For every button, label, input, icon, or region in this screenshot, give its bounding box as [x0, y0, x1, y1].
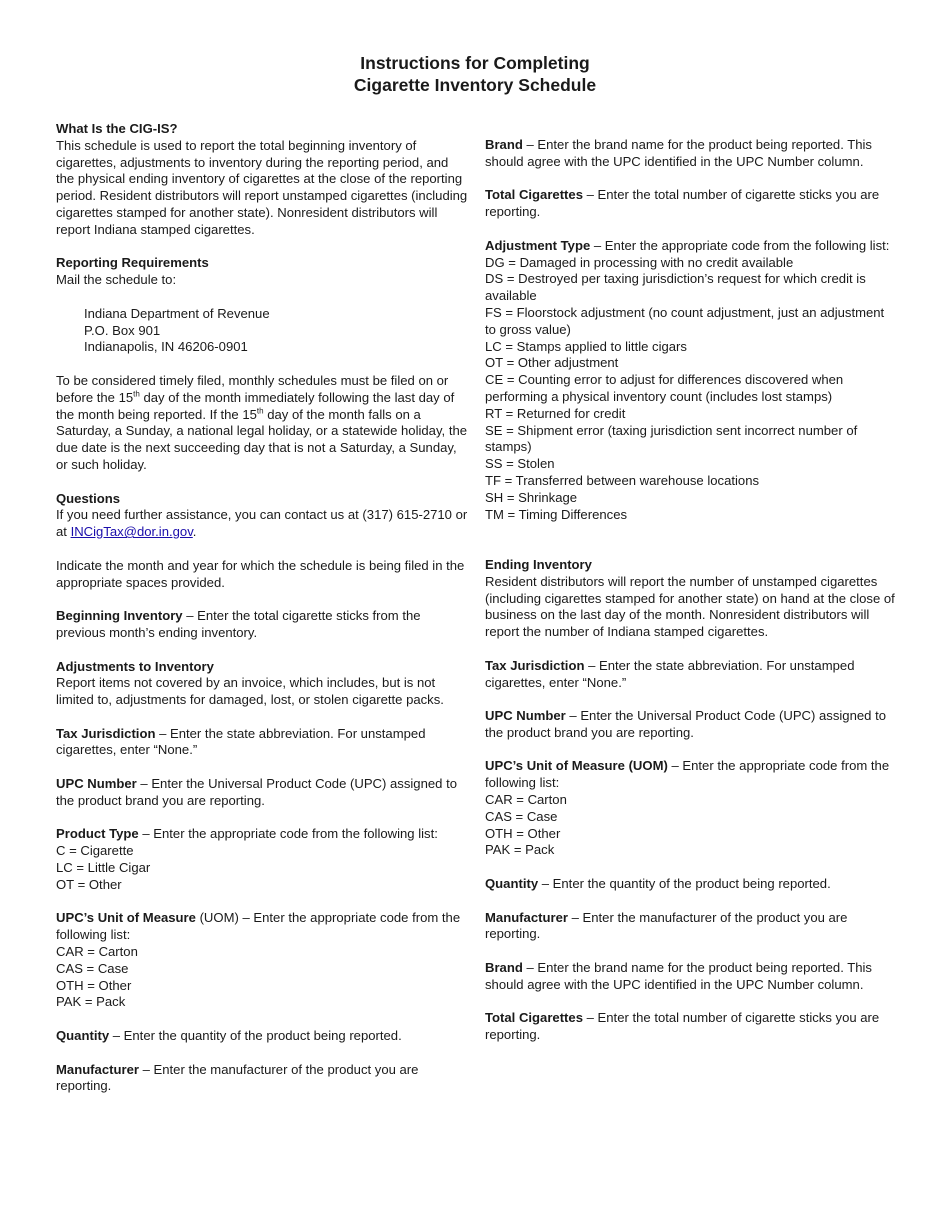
section-heading: Questions	[56, 490, 121, 506]
questions-text: If you need further assistance, you can contact us at (317) 615-2710 or at	[56, 507, 468, 540]
field-line	[485, 238, 897, 255]
field-description: – Enter the quantity of the product being reported.	[538, 876, 831, 892]
section-body: Resident distributors will report the number of unstamped cigarettes (including cigarettes stamped for another state) on hand at the close of business on the last day of the month. Nonresident distributors will report the number of Indiana stamped cigarettes.	[485, 573, 895, 640]
field-description: – Enter the Universal Product Code (UPC) assigned to the product brand you are reporting.	[485, 708, 886, 740]
field-label: Tax Jurisdiction	[485, 657, 585, 673]
code-item: CAR = Carton	[56, 944, 138, 960]
section-heading: Ending Inventory	[485, 556, 592, 572]
section-heading: Adjustments to Inventory	[56, 658, 214, 674]
field-description: – Enter the appropriate code from the following list:	[138, 826, 438, 842]
timely-text-1: To be considered timely filed, monthly schedules must be filed on or before the 15	[56, 372, 449, 405]
code-item: OTH = Other	[485, 825, 561, 841]
field-product-type	[56, 826, 468, 893]
field-description: – Enter the brand name for the product being reported. This should agree with the UPC identified in the UPC Number column.	[485, 137, 872, 169]
field-description: – Enter the manufacturer of the product you are reporting.	[485, 909, 848, 942]
code-item: LC = Little Cigar	[56, 860, 151, 876]
code-item: SE = Shipment error (taxing jurisdiction sent incorrect number of stamps)	[485, 422, 858, 455]
field-label: Product Type	[56, 826, 139, 842]
questions-end: .	[192, 524, 197, 540]
field-label: UPC Number	[485, 708, 566, 724]
section-body: This schedule is used to report the total beginning inventory of cigarettes, adjustments to inventory during the reporting period, and the physical ending inventory of cigarettes at the close of the reporting period. Resident distributors will report unstamped cigarettes (including cigarettes stamped for another state). Nonresident distributors will report Indiana stamped cigarettes.	[56, 137, 468, 237]
code-item: OT = Other	[56, 876, 122, 892]
mail-instruction: Mail the schedule to:	[56, 272, 177, 288]
section-heading: Reporting Requirements	[56, 255, 209, 271]
timely-text-2: day of the month immediately following the last day of the month being reported. If the 15	[56, 389, 455, 422]
field-quantity	[56, 1028, 468, 1045]
section-what-is	[56, 121, 468, 239]
code-item: OTH = Other	[56, 977, 132, 993]
code-item: DG = Damaged in processing with no credit available	[485, 254, 794, 270]
field-label: UPC Number	[56, 776, 137, 792]
field-label: Adjustment Type	[485, 237, 591, 253]
field-beginning-inventory	[56, 608, 468, 642]
field-line	[485, 758, 897, 792]
field-label: Total Cigarettes	[485, 1010, 583, 1026]
superscript-th: th	[133, 389, 140, 399]
field-brand	[485, 137, 897, 171]
field-label: Quantity	[485, 876, 539, 892]
section-questions	[56, 491, 468, 541]
field-tax-jurisdiction	[56, 726, 468, 760]
code-item: CAS = Case	[485, 808, 558, 824]
field-description: (UOM) – Enter the appropriate code from the following list:	[56, 910, 461, 943]
field-label: UPC’s Unit of Measure (UOM)	[485, 758, 668, 774]
field-adjustment-type	[485, 238, 897, 524]
field-label: Brand	[485, 960, 523, 976]
code-item: FS = Floorstock adjustment (no count adjustment, just an adjustment to gross value)	[485, 304, 885, 337]
code-item: OT = Other adjustment	[485, 355, 619, 371]
code-item: DS = Destroyed per taxing jurisdiction’s request for which credit is available	[485, 271, 866, 304]
field-tax-jurisdiction	[485, 658, 897, 692]
field-line	[56, 826, 468, 843]
section-heading: What Is the CIG-IS?	[56, 121, 178, 136]
field-description: – Enter the state abbreviation. For unstamped cigarettes, enter “None.”	[56, 725, 426, 758]
field-quantity	[485, 876, 897, 893]
code-item: C = Cigarette	[56, 843, 134, 859]
field-manufacturer	[56, 1062, 468, 1096]
field-description: – Enter the brand name for the product being reported. This should agree with the UPC identified in the UPC Number column.	[485, 960, 872, 992]
field-description: – Enter the total number of cigarette sticks you are reporting.	[485, 187, 880, 220]
timely-text-3: day of the month falls on a Saturday, a Sunday, a national legal holiday, or a statewide holiday, the due date is the next succeeding day that is not a Saturday, a Sunday, or such holiday.	[56, 406, 468, 472]
field-upc-number	[485, 708, 897, 742]
field-description: – Enter the total cigarette sticks from the previous month’s ending inventory.	[56, 608, 421, 640]
address-line: Indianapolis, IN 46206-0901	[84, 339, 248, 355]
code-item: CAS = Case	[56, 960, 129, 976]
field-unit-of-measure	[485, 758, 897, 859]
address-line: P.O. Box 901	[84, 322, 161, 338]
field-total-cigarettes	[485, 187, 897, 221]
code-item: TF = Transferred between warehouse locations	[485, 472, 760, 488]
indicate-text: Indicate the month and year for which the schedule is being filed in the appropriate spaces provided.	[56, 557, 465, 590]
code-item: CAR = Carton	[485, 792, 567, 808]
field-unit-of-measure	[56, 910, 468, 1011]
mailing-address	[56, 306, 468, 356]
code-item: SH = Shrinkage	[485, 489, 578, 505]
code-item: LC = Stamps applied to little cigars	[485, 338, 687, 354]
field-label: Quantity	[56, 1028, 110, 1044]
field-label: Manufacturer	[485, 909, 568, 925]
field-brand	[485, 960, 897, 994]
field-description: – Enter the manufacturer of the product you are reporting.	[56, 1061, 419, 1094]
code-item: RT = Returned for credit	[485, 405, 626, 421]
left-column	[56, 121, 468, 1112]
field-description: – Enter the total number of cigarette sticks you are reporting.	[485, 1010, 880, 1043]
code-item: PAK = Pack	[56, 994, 126, 1010]
field-manufacturer	[485, 910, 897, 944]
field-description: – Enter the appropriate code from the following list:	[590, 237, 890, 253]
section-body: Report items not covered by an invoice, which includes, but is not limited to, adjustments for damaged, lost, or stolen cigarette packs.	[56, 675, 444, 708]
timely-filing-text	[56, 373, 468, 474]
field-label: Manufacturer	[56, 1061, 139, 1077]
section-adjustments	[56, 659, 468, 709]
field-description: – Enter the state abbreviation. For unstamped cigarettes, enter “None.”	[485, 657, 855, 690]
field-label: Brand	[485, 137, 523, 152]
field-label: Beginning Inventory	[56, 608, 183, 624]
section-reporting-requirements	[56, 255, 468, 289]
code-item: CE = Counting error to adjust for differences discovered when performing a physical inventory count (includes lost stamps)	[485, 372, 844, 404]
right-column	[485, 137, 897, 1061]
superscript-th: th	[256, 406, 264, 416]
page-title	[0, 52, 950, 96]
title-line-1: Instructions for Completing	[360, 53, 590, 73]
code-item: SS = Stolen	[485, 456, 555, 472]
code-item: TM = Timing Differences	[485, 506, 628, 522]
field-label: Total Cigarettes	[485, 187, 583, 203]
field-line	[56, 910, 468, 944]
field-label: UPC’s Unit of Measure	[56, 910, 196, 926]
field-label: Tax Jurisdiction	[56, 725, 156, 741]
address-line: Indiana Department of Revenue	[84, 305, 270, 321]
code-item: PAK = Pack	[485, 842, 555, 858]
field-description: – Enter the quantity of the product being reported.	[109, 1028, 402, 1044]
field-total-cigarettes	[485, 1010, 897, 1044]
field-upc-number	[56, 776, 468, 810]
email-link[interactable]: INCigTax@dor.in.gov	[70, 524, 193, 540]
title-line-2: Cigarette Inventory Schedule	[353, 75, 597, 95]
section-body	[56, 507, 468, 541]
field-description: – Enter the Universal Product Code (UPC) assigned to the product brand you are reporting.	[56, 776, 457, 808]
section-ending-inventory	[485, 557, 897, 641]
field-description: – Enter the appropriate code from the following list:	[485, 758, 890, 791]
